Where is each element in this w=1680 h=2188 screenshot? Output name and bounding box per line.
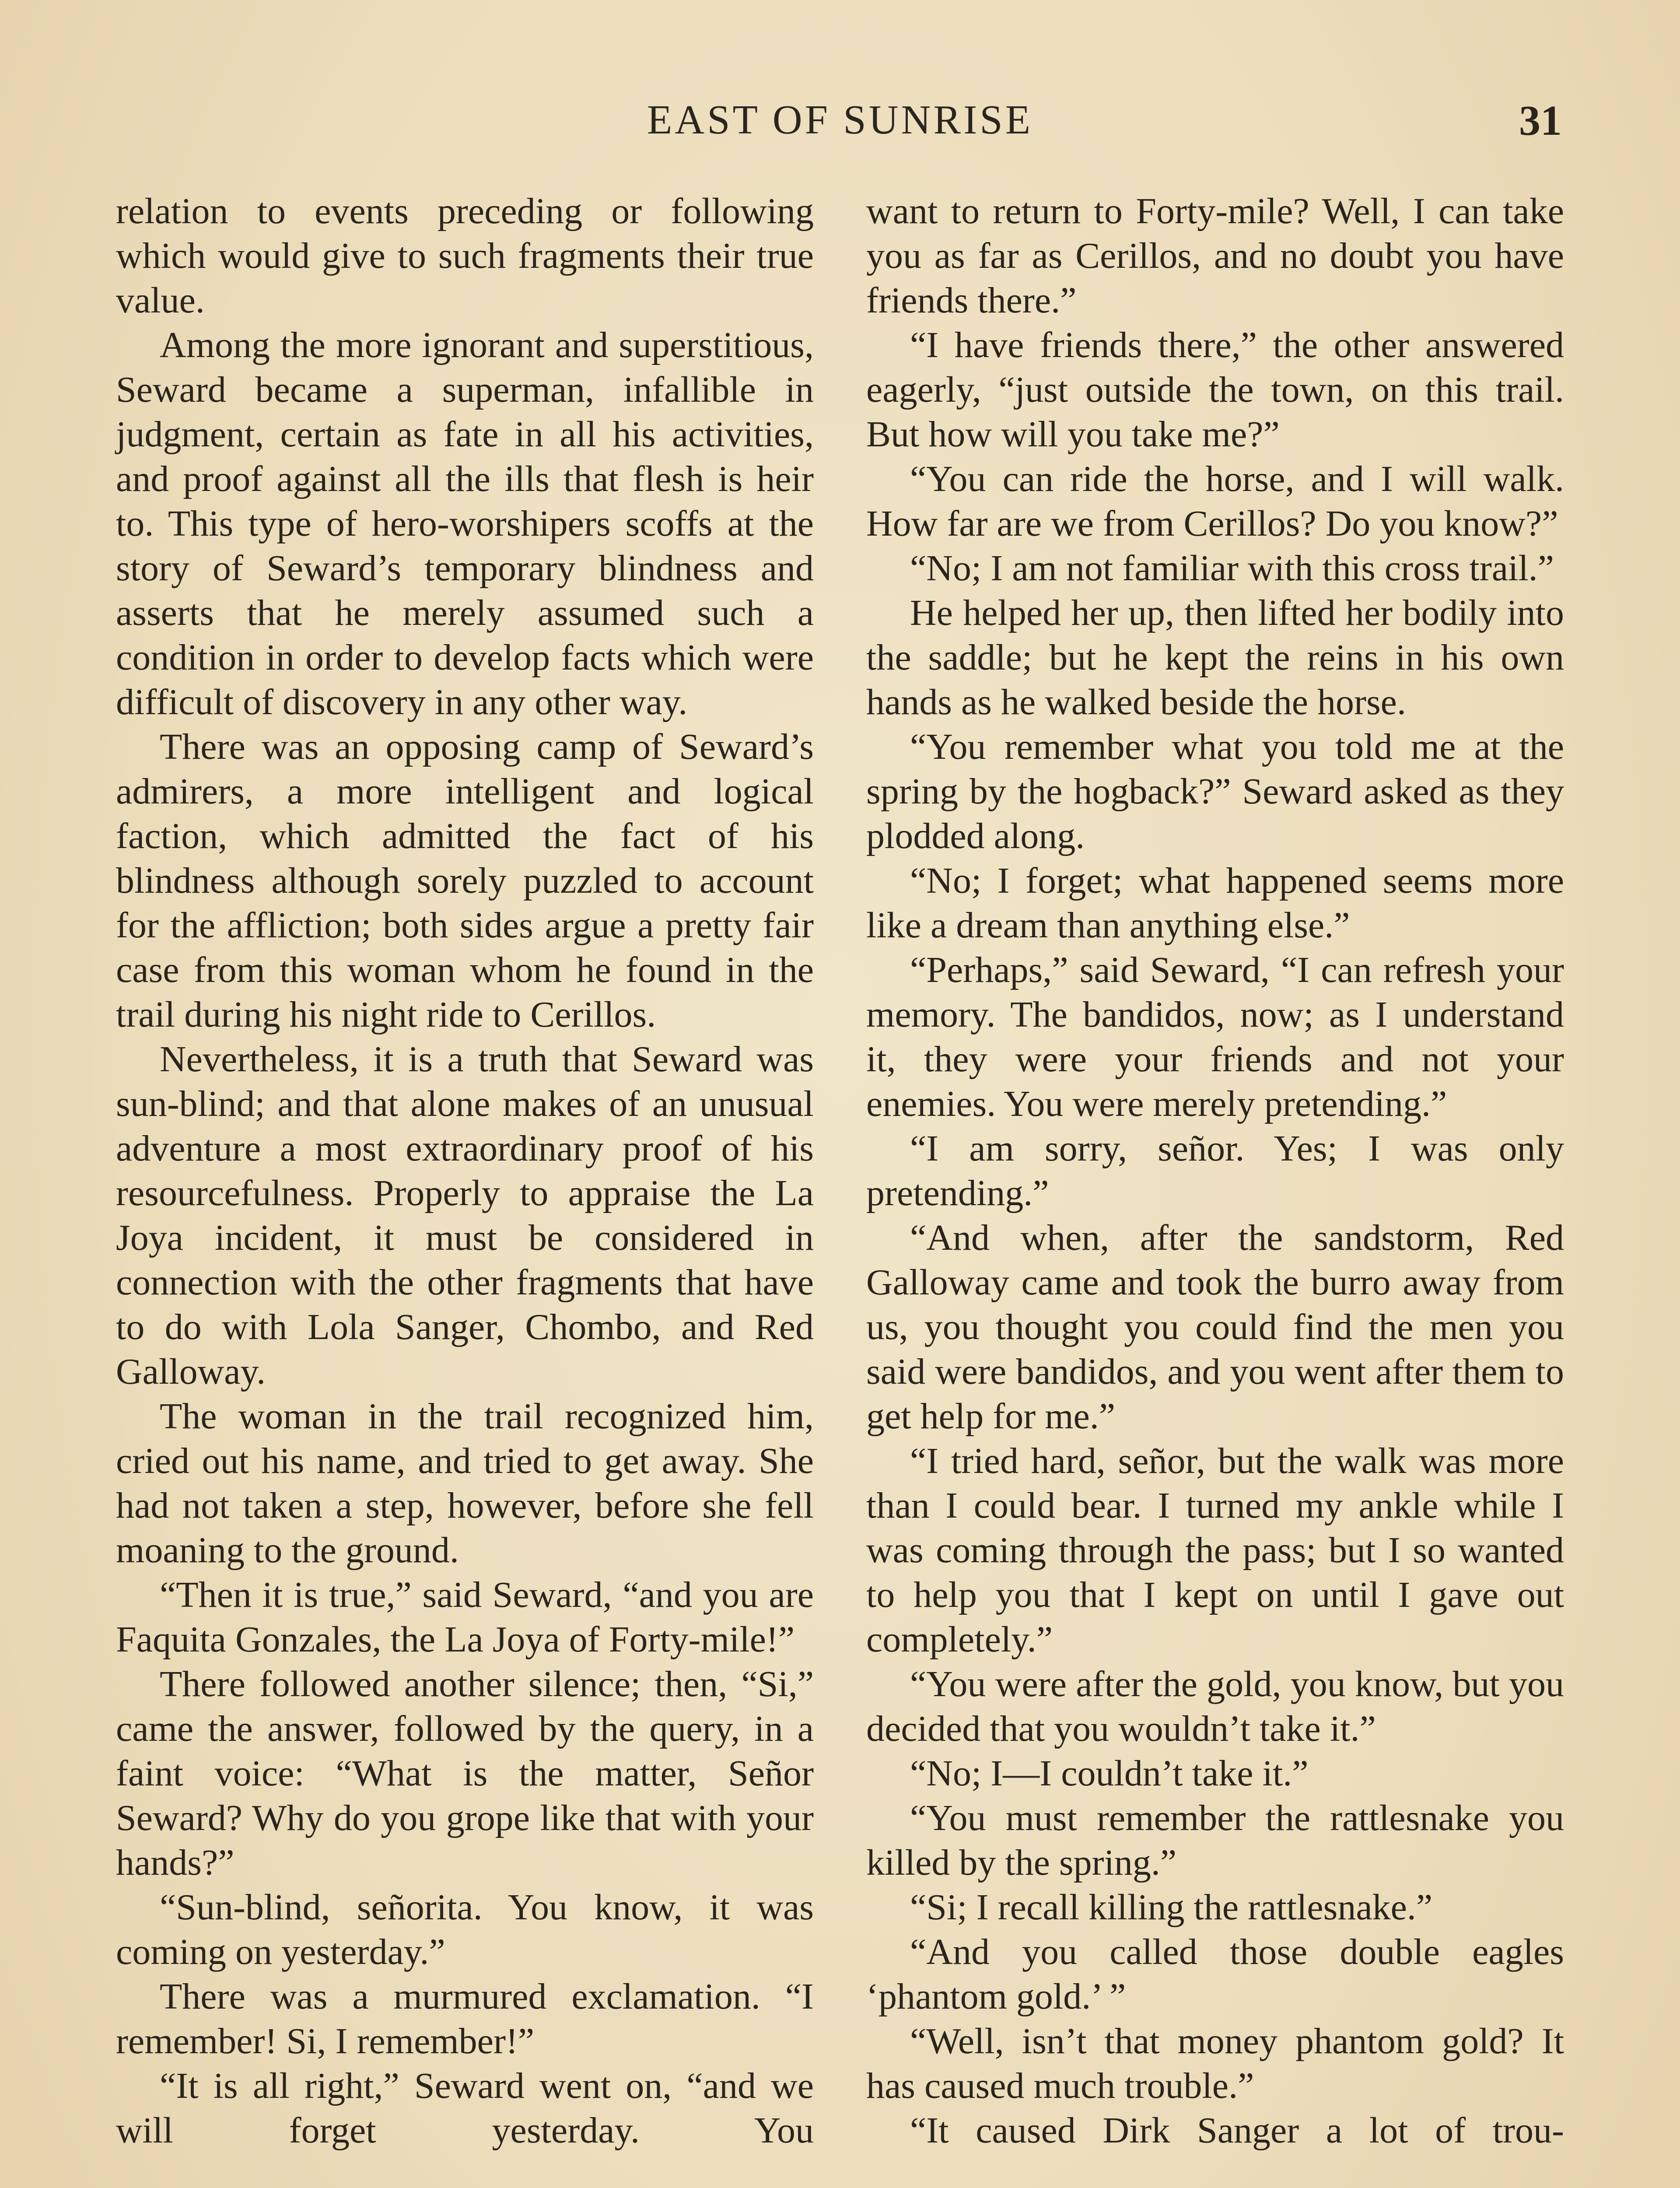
paragraph: “No; I am not familiar with this cross trail.” [910,548,1554,589]
paragraph: relation to events preceding or following which would give to such fragments their true value. [116,191,814,321]
paragraph: “You were after the gold, you know, but you decided that you wouldn’t take it.” [866,1664,1564,1749]
paragraph: There followed another silence; then, “Si,” came the answer, followed by the query, in a faint voice: “What is the matter, Señor Seward? Why do you grope like that with your hands?” [116,1664,814,1883]
right-column [866,189,1564,2153]
paragraph: “And when, after the sandstorm, Red Galloway came and took the burro away from us, you thought you could find the men you said were bandidos, and you went after them to get help for me.” [866,1217,1564,1437]
paragraph: “You must remember the rattlesnake you killed by the spring.” [866,1798,1564,1883]
paragraph: “And you called those double eagles ‘phantom gold.’ ” [866,1932,1564,2017]
paragraph: “It caused Dirk Sanger a lot of trou- [910,2110,1564,2151]
paragraph: “It is all right,” Seward went on, “and we will forget yesterday. You [116,2065,814,2151]
left-column [116,189,814,2153]
paragraph: He helped her up, then lifted her bodily into the saddle; but he kept the reins in his own hands as he walked beside the horse. [866,593,1564,722]
paragraph: “You remember what you told me at the spring by the hogback?” Seward asked as they plodded along. [866,726,1564,856]
paragraph: “I have friends there,” the other answered eagerly, “just outside the town, on this trail. But how will you take me?” [866,325,1564,455]
page-header [118,96,1562,153]
paragraph: “I am sorry, señor. Yes; I was only pretending.” [866,1128,1564,1213]
paragraph: “You can ride the horse, and I will walk. How far are we from Cerillos? Do you know?” [866,459,1564,544]
paragraph: Nevertheless, it is a truth that Seward was sun-blind; and that alone makes of an unusual adventure a most extraordinary proof of his resourcefulness. Properly to appraise the La Joya incident, it must be considered in connection with the other fragments that have to do with Lola Sanger, Chombo, and Red Galloway. [116,1039,814,1392]
paragraph: “No; I—I couldn’t take it.” [910,1753,1309,1794]
paragraph: “Sun-blind, señorita. You know, it was coming on yesterday.” [116,1887,814,1972]
paragraph: There was a murmured exclamation. “I remember! Si, I remember!” [116,1976,814,2062]
paragraph: “I tried hard, señor, but the walk was more than I could bear. I turned my ankle while I was coming through the pass; but I so wanted to help you that I kept on until I gave out completely.” [866,1441,1564,1660]
page-number: 31 [1519,97,1562,144]
paragraph: want to return to Forty-mile? Well, I can take you as far as Cerillos, and no doubt you have friends there.” [866,191,1564,321]
paragraph: There was an opposing camp of Seward’s admirers, a more intelligent and logical faction, which admitted the fact of his blindness although sorely puzzled to account for the affliction; both sides argue a pretty fair case from this woman whom he found in the trail during his night ride to Cerillos. [116,726,814,1035]
paragraph: “Then it is true,” said Seward, “and you are Faquita Gonzales, the La Joya of Forty-mile!” [116,1574,814,1660]
running-title: EAST OF SUNRISE [647,97,1033,143]
paragraph: Among the more ignorant and superstitious, Seward became a superman, infallible in judgment, certain as fate in all his activities, and proof against all the ills that flesh is heir to. This type of hero-worshipers scoffs at the story of Seward’s temporary blindness and asserts that he merely assumed such a condition in order to develop facts which were difficult of discovery in any other way. [116,325,814,722]
paragraph: The woman in the trail recognized him, cried out his name, and tried to get away. She had not taken a step, however, before she fell moaning to the ground. [116,1396,814,1571]
paragraph: “Si; I recall killing the rattlesnake.” [910,1887,1433,1928]
paragraph: “No; I forget; what happened seems more like a dream than anything else.” [866,860,1564,946]
paragraph: “Perhaps,” said Seward, “I can refresh your memory. The bandidos, now; as I understand it, they were your friends and not your enemies. You were merely pretending.” [866,950,1564,1124]
paragraph: “Well, isn’t that money phantom gold? It has caused much trouble.” [866,2021,1564,2106]
